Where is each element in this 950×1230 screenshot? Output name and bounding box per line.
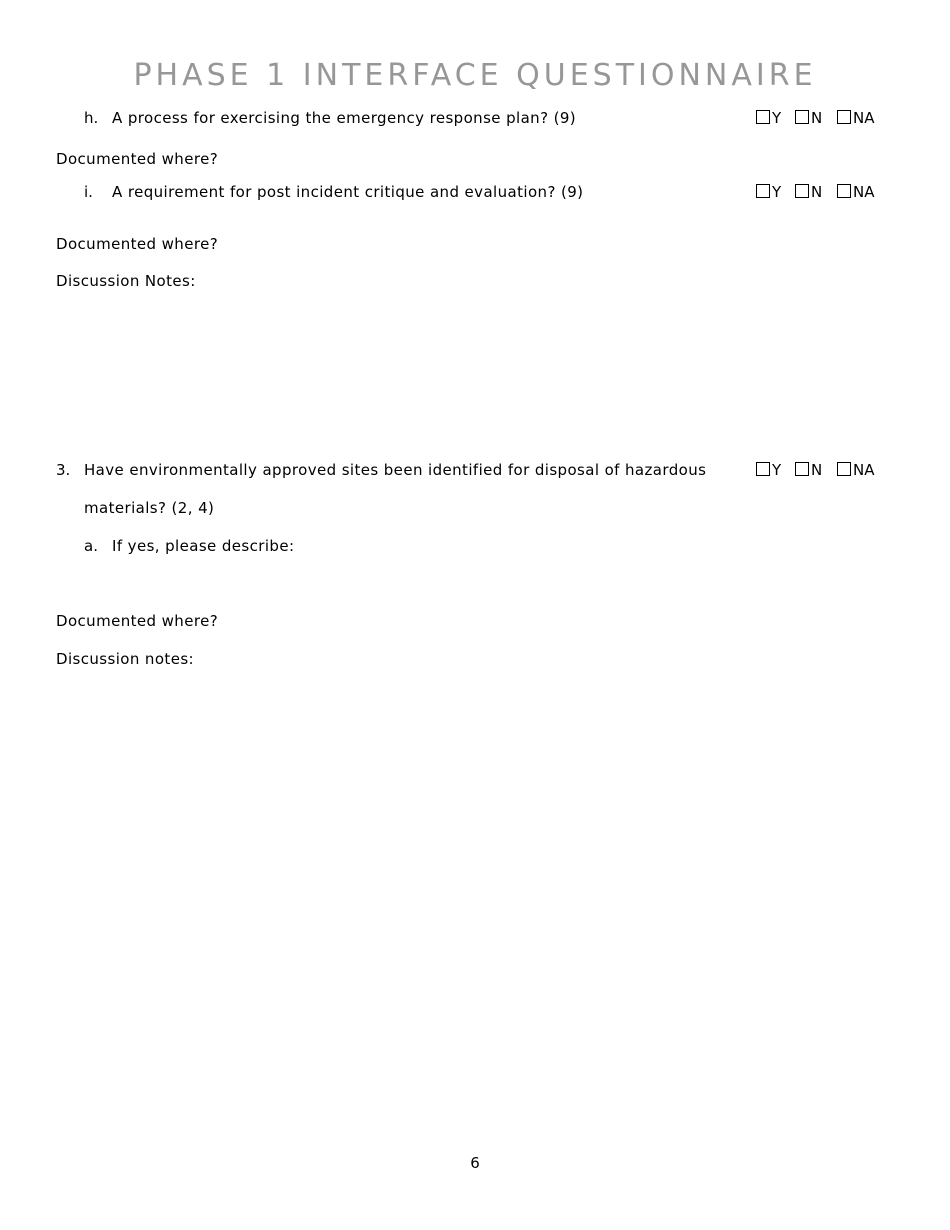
- item-i-yes-checkbox[interactable]: [756, 184, 770, 198]
- item-h-marker: h.: [84, 109, 99, 127]
- question-3-text-line-1: Have environmentally approved sites been identified for disposal of hazardous: [84, 461, 707, 479]
- question-3-no-label: N: [811, 461, 823, 479]
- question-3-documented-where: Documented where?: [56, 612, 219, 630]
- item-h-no-label: N: [811, 109, 823, 127]
- item-h-options: [756, 108, 886, 128]
- question-3-text-line-2: materials? (2, 4): [84, 499, 215, 517]
- item-h-documented-where: Documented where?: [56, 150, 219, 168]
- discussion-notes-label-1: Discussion Notes:: [56, 272, 196, 290]
- item-i-options: [756, 182, 886, 202]
- question-3-no-checkbox[interactable]: [795, 462, 809, 476]
- page-title: PHASE 1 INTERFACE QUESTIONNAIRE: [133, 58, 817, 93]
- item-h-yes-checkbox[interactable]: [756, 110, 770, 124]
- item-i-no-label: N: [811, 183, 823, 201]
- item-h-question: A process for exercising the emergency response plan? (9): [112, 109, 577, 127]
- item-i-documented-where: Documented where?: [56, 235, 219, 253]
- question-3-yes-checkbox[interactable]: [756, 462, 770, 476]
- question-3-options: [756, 460, 886, 480]
- question-3-na-checkbox[interactable]: [837, 462, 851, 476]
- item-h-yes-label: Y: [772, 109, 782, 127]
- question-3a-text: If yes, please describe:: [112, 537, 295, 555]
- item-i-na-label: NA: [853, 183, 875, 201]
- item-i-na-checkbox[interactable]: [837, 184, 851, 198]
- question-3-marker: 3.: [56, 461, 71, 479]
- page-number: 6: [470, 1154, 480, 1172]
- item-i-marker: i.: [84, 183, 93, 201]
- item-i-yes-label: Y: [772, 183, 782, 201]
- item-h-na-label: NA: [853, 109, 875, 127]
- item-h-no-checkbox[interactable]: [795, 110, 809, 124]
- question-3-na-label: NA: [853, 461, 875, 479]
- question-3a-marker: a.: [84, 537, 98, 555]
- discussion-notes-label-2: Discussion notes:: [56, 650, 194, 668]
- item-h-na-checkbox[interactable]: [837, 110, 851, 124]
- item-i-question: A requirement for post incident critique and evaluation? (9): [112, 183, 584, 201]
- question-3-yes-label: Y: [772, 461, 782, 479]
- item-i-no-checkbox[interactable]: [795, 184, 809, 198]
